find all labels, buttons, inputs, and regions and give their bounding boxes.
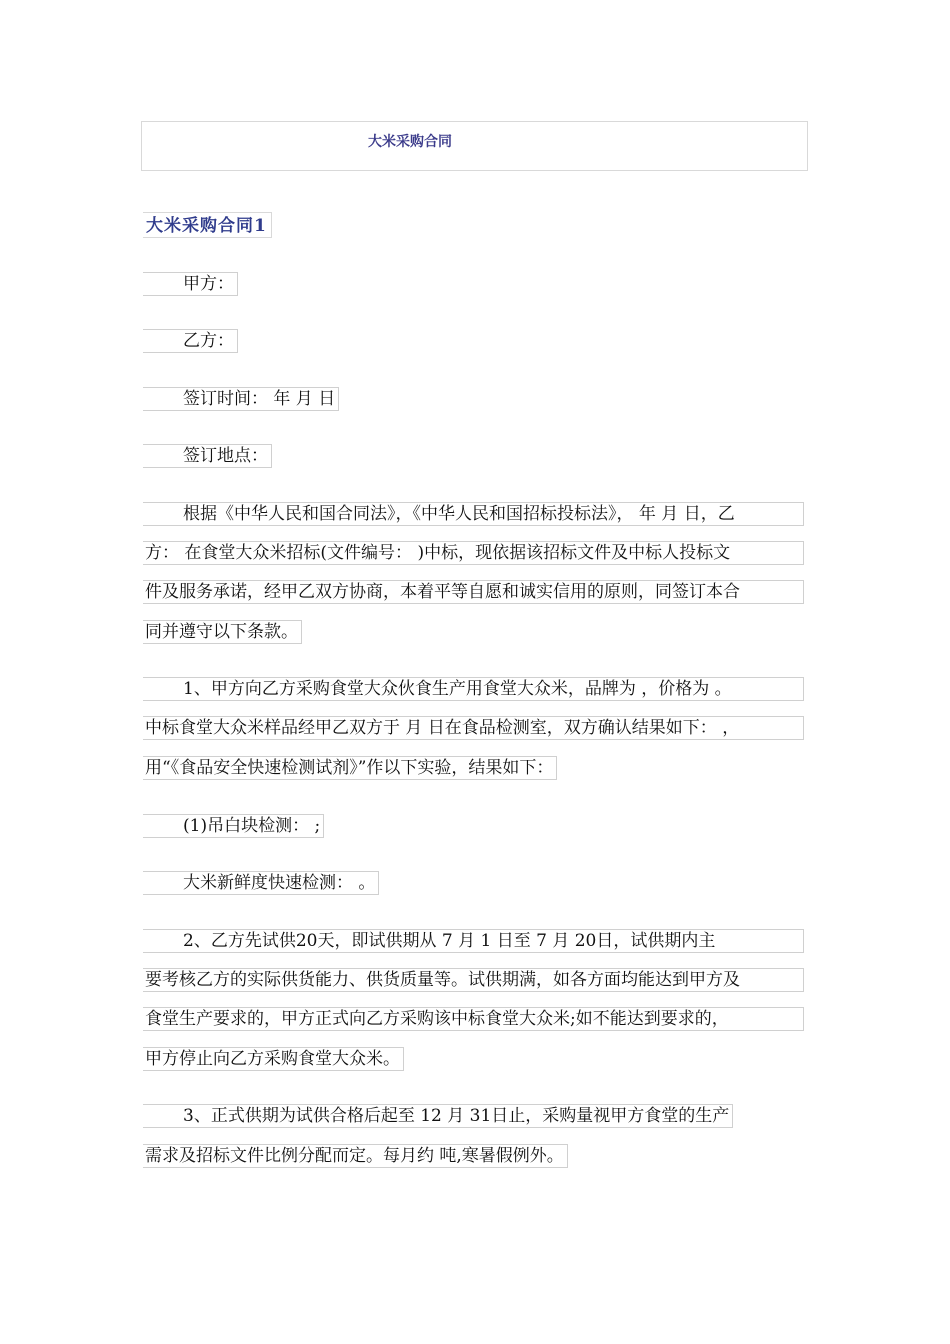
paragraph-line: 甲方停止向乙方采购食堂大众米。 <box>143 1047 404 1071</box>
party-b-field: 乙方： <box>143 329 238 353</box>
paragraph-line: 同并遵守以下条款。 <box>143 620 302 644</box>
test-formaldehyde-line: (1)吊白块检测： ; <box>143 814 324 838</box>
paragraph-line: 件及服务承诺，经甲乙双方协商，本着平等自愿和诚实信用的原则，同签订本合 <box>143 580 804 604</box>
party-a-field: 甲方： <box>143 272 238 296</box>
document-header <box>141 121 808 171</box>
paragraph-line: 方： 在食堂大众米招标(文件编号： )中标，现依据该招标文件及中标人投标文 <box>143 541 804 565</box>
test-freshness-line: 大米新鲜度快速检测： 。 <box>143 871 379 895</box>
paragraph-line: 食堂生产要求的，甲方正式向乙方采购该中标食堂大众米;如不能达到要求的， <box>143 1007 804 1031</box>
sign-date-field: 签订时间： 年 月 日 <box>143 387 339 411</box>
section-title: 大米采购合同1 <box>143 212 272 238</box>
paragraph-line: 3、正式供期为试供合格后起至 12 月 31日止，采购量视甲方食堂的生产 <box>143 1104 733 1128</box>
paragraph-line: 根据《中华人民和国合同法》，《中华人民和国招标投标法》， 年 月 日，乙 <box>143 502 804 526</box>
paragraph-line: 要考核乙方的实际供货能力、供货质量等。试供期满，如各方面均能达到甲方及 <box>143 968 804 992</box>
sign-place-field: 签订地点： <box>143 444 272 468</box>
header-title: 大米采购合同 <box>368 134 452 150</box>
paragraph-line: 用“《食品安全快速检测试剂》”作以下实验，结果如下： <box>143 756 557 780</box>
paragraph-line: 需求及招标文件比例分配而定。每月约 吨,寒暑假例外。 <box>143 1144 568 1168</box>
paragraph-line: 1、甲方向乙方采购食堂大众伙食生产用食堂大众米，品牌为 ，价格为 。 <box>143 677 804 701</box>
paragraph-line: 2、乙方先试供20天，即试供期从 7 月 1 日至 7 月 20日，试供期内主 <box>143 929 804 953</box>
paragraph-line: 中标食堂大众米样品经甲乙双方于 月 日在食品检测室，双方确认结果如下： ， <box>143 716 804 740</box>
